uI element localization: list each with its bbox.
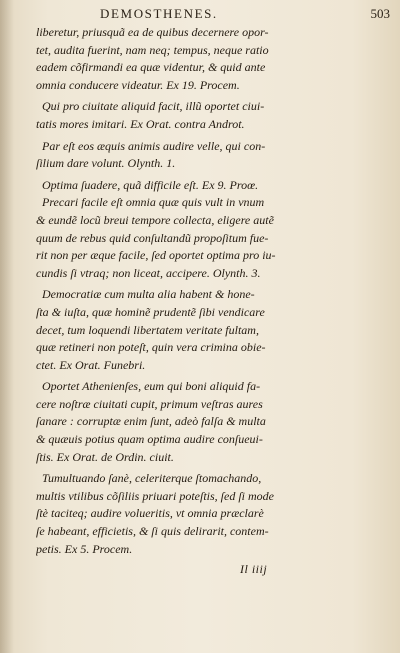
text-line: Optima ſuadere, quã difficile eſt. Ex 9. Proœ. bbox=[42, 177, 259, 192]
page-number: 503 bbox=[370, 6, 390, 21]
gutter-shadow bbox=[0, 0, 14, 653]
text-line: omnia conducere videatur. Ex 19. Procem. bbox=[36, 77, 240, 92]
text-line: Democratiæ cum multa alia habent & hone- bbox=[42, 287, 255, 302]
text-line: Par eſt eos æquis animis audire velle, qui con- bbox=[42, 138, 266, 153]
text-line: Qui pro ciuitate aliquid facit, illũ oportet ciui- bbox=[42, 99, 265, 114]
text-line: decet, tum loquendi libertatem veritate fultam, bbox=[36, 322, 259, 337]
text-line: ſe habeant, efficietis, & ſi quis delirarit, contem- bbox=[36, 524, 269, 539]
text-line: tatis mores imitari. Ex Orat. contra Androt. bbox=[36, 116, 245, 131]
text-line: rit non per æque facile, ſed oportet optima pro iu- bbox=[36, 248, 276, 263]
text-line: quæ retineri non poteſt, quin vera crimina obie- bbox=[36, 340, 266, 355]
body-text bbox=[36, 24, 348, 558]
text-line: cere noſtræ ciuitati cupit, primum veſtras aures bbox=[36, 396, 263, 411]
text-line: ſanare : corruptæ enim ſunt, adeò falſa & multa bbox=[36, 414, 266, 429]
text-line: Oportet Athenienſes, eum qui boni aliquid fa- bbox=[42, 379, 261, 394]
text-line: petis. Ex 5. Procem. bbox=[36, 541, 133, 556]
text-line: & quæuis potius quam optima audire conſueui- bbox=[36, 432, 263, 447]
text-line: ſtè taciteq; audire volueritis, vt omnia præclarè bbox=[36, 506, 264, 521]
signature-mark: Il iiij bbox=[240, 562, 268, 576]
text-line: & eundẽ locũ breui tempore collecta, eligere autẽ bbox=[36, 212, 274, 227]
text-line: ſtis. Ex Orat. de Ordin. ciuit. bbox=[36, 449, 174, 464]
text-line: cundis ſi vtraq; non liceat, accipere. Olynth. 3. bbox=[36, 265, 261, 280]
text-line: Tumultuando ſanè, celeriterque ſtomachando, bbox=[42, 471, 262, 486]
text-line: quum de rebus quid conſultandũ propoſitum fue- bbox=[36, 230, 269, 245]
running-head: DEMOSTHENES. bbox=[100, 6, 218, 21]
page-header bbox=[60, 6, 390, 24]
text-line: eadem cõfirmandi ea quæ videntur, & quid ante bbox=[36, 60, 266, 75]
text-line: ctet. Ex Orat. Funebri. bbox=[36, 357, 146, 372]
text-line: multis vtilibus cõſiliis priuari poteſtis, ſed ſi mode bbox=[36, 488, 274, 503]
text-line: liberetur, priusquã ea de quibus decernere opor- bbox=[36, 25, 269, 39]
text-line: ſta & iuſta, quæ hominẽ prudentẽ ſibi vendicare bbox=[36, 304, 265, 319]
text-line: Precari facile eſt omnia quæ quis vult in vnum bbox=[42, 195, 265, 210]
text-line: tet, audita fuerint, nam neq; tempus, neque ratio bbox=[36, 42, 269, 57]
text-line: ſilium dare volunt. Olynth. 1. bbox=[36, 156, 176, 171]
